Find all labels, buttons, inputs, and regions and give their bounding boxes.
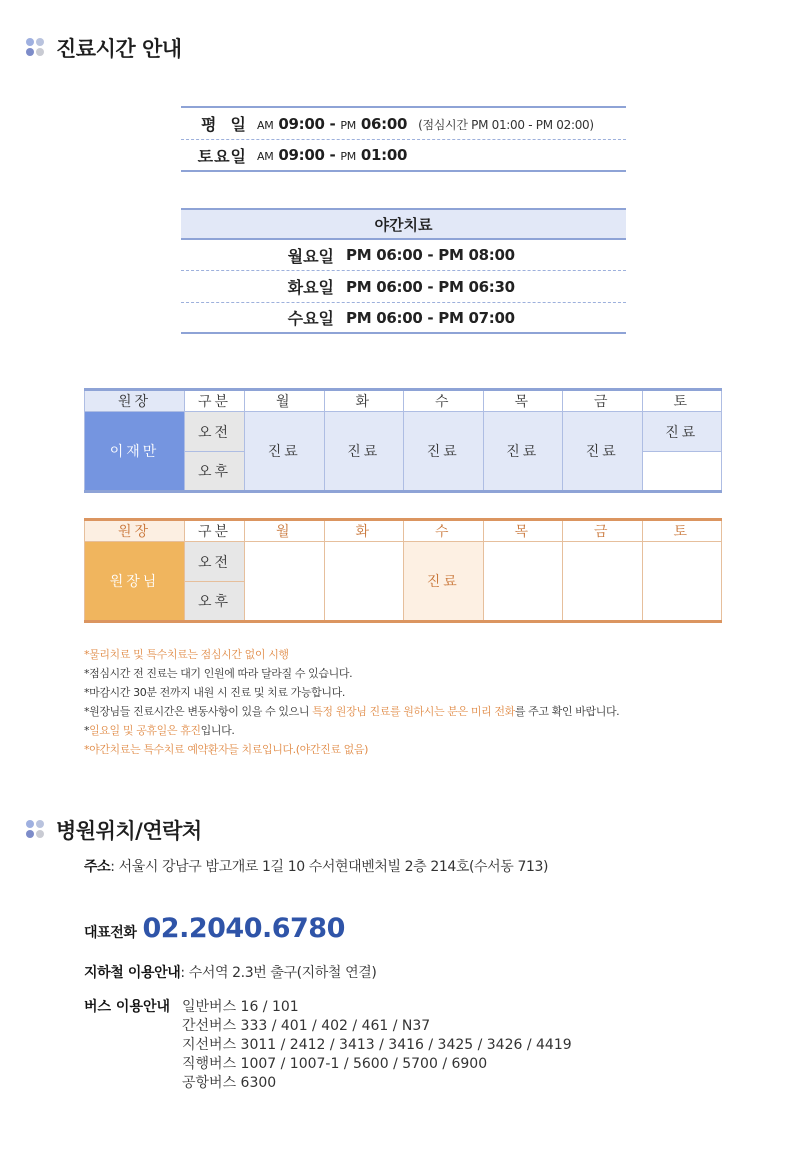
- night-day: 수요일: [287, 309, 334, 328]
- note-line: *점심시간 전 진료는 대기 인원에 따라 달라질 수 있습니다.: [84, 667, 353, 680]
- header-cell: 토: [642, 520, 722, 542]
- bus-label: 버스 이용안내: [84, 999, 171, 1015]
- address-text: : 서울시 강남구 밤고개로 1길 10 수서현대벤처빌 2층 214호(수서동 713): [110, 859, 549, 875]
- lunch-note: (점심시간 PM 01:00 - PM 02:00): [418, 117, 594, 132]
- empty-cell: [483, 542, 563, 622]
- weekday-time: [257, 115, 594, 133]
- saturday-label: 토요일: [197, 146, 247, 166]
- bullet-dots-icon: [26, 38, 46, 58]
- weekday-am: AM: [257, 118, 274, 132]
- pm-cell: 오후: [185, 582, 245, 622]
- phone-number[interactable]: 02.2040.6780: [142, 913, 345, 944]
- header-cell: 원장: [85, 520, 185, 542]
- weekday-pm: PM: [340, 118, 356, 132]
- notes: [84, 645, 619, 759]
- saturday-pm: PM: [340, 150, 356, 163]
- schedule-cell: 진료: [404, 412, 484, 492]
- saturday-end: 01:00: [360, 146, 408, 164]
- section-title-hours: [26, 33, 182, 63]
- header-cell: 화: [324, 520, 404, 542]
- weekday-label: 평 일: [200, 115, 247, 134]
- note-line: [84, 702, 619, 721]
- subway-text: : 수서역 2.3번 출구(지하철 연결): [180, 965, 377, 981]
- header-cell: 수: [404, 520, 484, 542]
- note-text: 를 주고 확인 바랍니다.: [514, 705, 620, 718]
- bus-list: [182, 998, 572, 1093]
- schedule-cell: 진료: [642, 412, 722, 452]
- phone-row: [84, 913, 345, 944]
- schedule-cell: 진료: [483, 412, 563, 492]
- saturday-row: [181, 139, 626, 172]
- header-cell: 목: [483, 520, 563, 542]
- empty-cell: [245, 542, 325, 622]
- header-cell: 월: [245, 390, 325, 412]
- table-row: [85, 542, 722, 582]
- schedule-cell: 진료: [245, 412, 325, 492]
- page-title: 진료시간 안내: [56, 37, 182, 61]
- schedule-table-1: [84, 388, 722, 493]
- bus-line: 지선버스 3011 / 2412 / 3413 / 3416 / 3425 / 3426 / 4419: [182, 1037, 572, 1053]
- note-text: *: [84, 724, 90, 737]
- weekday-row: [181, 106, 626, 139]
- bullet-dots-icon: [26, 820, 46, 840]
- empty-cell: [563, 542, 643, 622]
- header-cell: 목: [483, 390, 563, 412]
- note-line: *물리치료 및 특수치료는 점심시간 없이 시행: [84, 648, 289, 661]
- section-title: 병원위치/연락처: [56, 819, 202, 843]
- phone-label: 대표전화: [84, 925, 137, 941]
- night-day: 화요일: [287, 278, 334, 297]
- bus-line: 일반버스 16 / 101: [182, 999, 299, 1015]
- doctor-cell: 원장님: [85, 542, 185, 622]
- bus-info: [84, 998, 572, 1093]
- header-cell: 구분: [185, 390, 245, 412]
- saturday-start: 09:00 -: [278, 146, 336, 164]
- weekday-hours: [181, 106, 626, 172]
- night-time: PM 06:00 - PM 07:00: [346, 308, 515, 327]
- weekday-start: 09:00 -: [278, 114, 336, 133]
- schedule-cell: 진료: [324, 412, 404, 492]
- bus-line: 공항버스 6300: [182, 1075, 277, 1091]
- table-header-row: [85, 520, 722, 542]
- note-highlight: 일요일 및 공휴일은 휴진: [89, 724, 201, 737]
- header-cell: 구분: [185, 520, 245, 542]
- header-cell: 원장: [85, 390, 185, 412]
- saturday-time: [257, 146, 407, 164]
- pm-cell: 오후: [185, 452, 245, 492]
- table-header-row: [85, 390, 722, 412]
- bus-line: 직행버스 1007 / 1007-1 / 5600 / 5700 / 6900: [182, 1056, 488, 1072]
- note-text: *원장님들 진료시간은 변동사항이 있을 수 있으니: [84, 705, 313, 718]
- note-line: [84, 721, 619, 740]
- night-title: 야간치료: [181, 208, 626, 238]
- night-row: [181, 270, 626, 302]
- saturday-am: AM: [257, 150, 274, 163]
- empty-cell: [642, 452, 722, 492]
- section-title-location: [26, 815, 202, 845]
- night-time: PM 06:00 - PM 08:00: [346, 246, 515, 264]
- header-cell: 금: [563, 520, 643, 542]
- night-time: PM 06:00 - PM 06:30: [346, 277, 515, 296]
- note-line: *마감시간 30분 전까지 내원 시 진료 및 치료 가능합니다.: [84, 686, 345, 699]
- note-highlight: 특정 원장님 진료를 원하시는 분은 미리 전화: [312, 705, 515, 718]
- empty-cell: [324, 542, 404, 622]
- night-row: [181, 238, 626, 270]
- subway-info: [84, 962, 376, 982]
- night-row: [181, 302, 626, 334]
- schedule-table-2: [84, 518, 722, 623]
- address: [84, 856, 548, 876]
- note-text: 입니다.: [200, 724, 235, 737]
- doctor-cell: 이재만: [85, 412, 185, 492]
- night-day: 월요일: [287, 246, 334, 266]
- address-label: 주소: [84, 859, 111, 875]
- am-cell: 오전: [185, 412, 245, 452]
- night-treatment: [181, 208, 626, 334]
- note-line: *야간치료는 특수치료 예약환자들 치료입니다.(야간진료 없음): [84, 743, 369, 756]
- schedule-cell: 진료: [404, 542, 484, 622]
- schedule-cell: 진료: [563, 412, 643, 492]
- header-cell: 토: [642, 390, 722, 412]
- weekday-end: 06:00: [360, 114, 408, 133]
- header-cell: 화: [324, 390, 404, 412]
- header-cell: 월: [245, 520, 325, 542]
- empty-cell: [642, 542, 722, 622]
- bus-line: 간선버스 333 / 401 / 402 / 461 / N37: [182, 1018, 431, 1034]
- table-row: [85, 412, 722, 452]
- subway-label: 지하철 이용안내: [84, 965, 181, 981]
- header-cell: 금: [563, 390, 643, 412]
- header-cell: 수: [404, 390, 484, 412]
- am-cell: 오전: [185, 542, 245, 582]
